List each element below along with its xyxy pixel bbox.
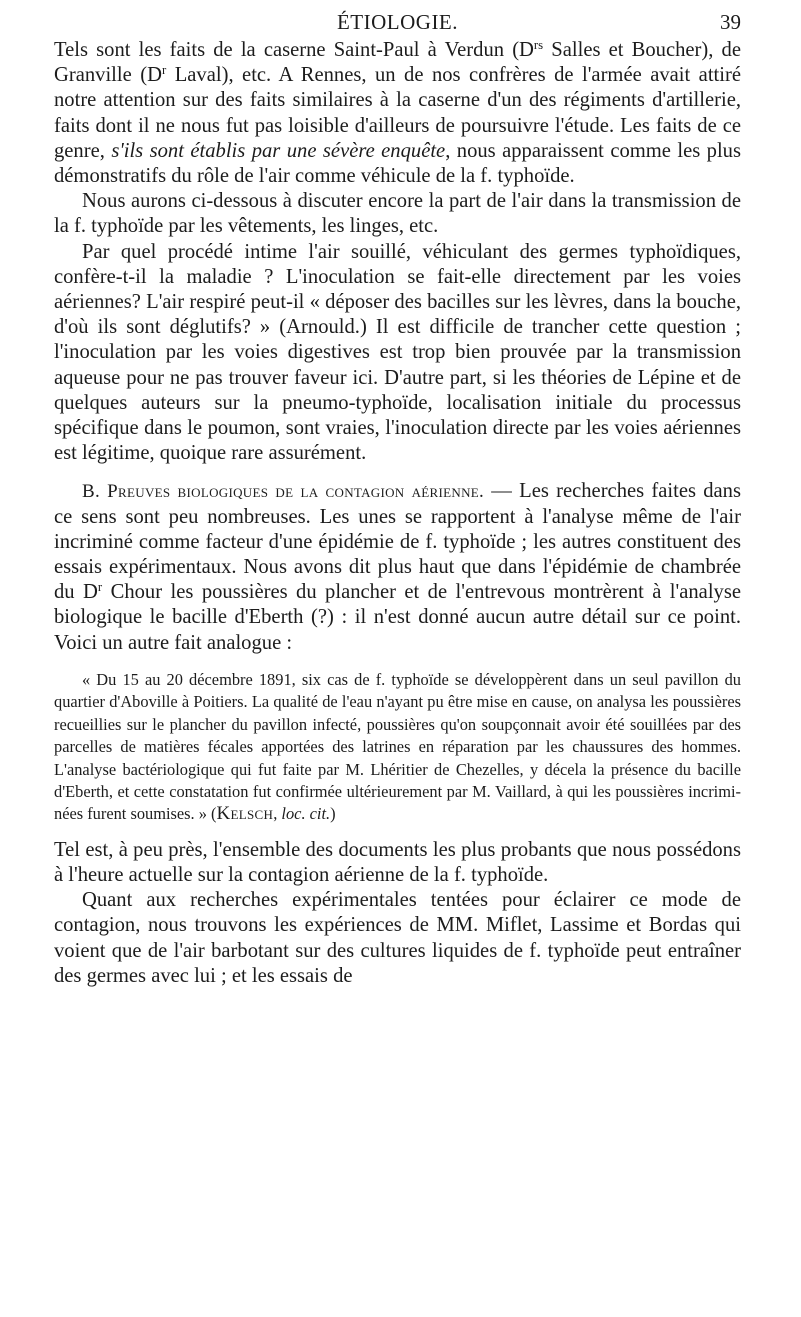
paragraph-experimental-research: Quant aux recherches expérimentales tentées pour éclairer ce mode de contagion, nous trouvons les expériences de MM. Miflet, Lassime et Bordas qui voient que de l'air barbotant sur des cultures liquides de f. typhoïde peut entraîner des germes avec lui ; et les essais de: [54, 889, 741, 987]
quote-reference: loc. cit.: [281, 804, 331, 824]
superscript: r: [161, 63, 167, 78]
block-quote-poitiers: [54, 669, 741, 826]
quote-separator: ,: [273, 804, 282, 824]
paragraph-text: — Les recherches faites dans ce sens sont peu nombreuses. Les unes se rapportent à l'analyse même de l'air incriminé comme facteur d'une épidémie de f. typhoïde ; les autres constituent des essais expérimentaux. Nous avons dit plus haut que dans l'épidémie de chambrée du D: [54, 480, 741, 604]
section-heading: B. Preuves biologiques de la contagion aérienne.: [82, 481, 485, 503]
running-title: ÉTIOLOGIE.: [336, 10, 459, 34]
quote-text: « Du 15 au 20 décembre 1891, six cas de f. typhoïde se développèrent dans un seul pavillon du quartier d'Aboville à Poitiers. La qualité de l'eau n'ayant pu être mise en cause, on analysa les poussières recueillies sur le plancher du pavillon infecté, poussières qu'on soupçonnait avoir été souillées par des parcelles de matières fécales apportées des latrines en réparation par les chaussures des hommes. L'analyse bactériologique qui fut faite par M. Lhéritier de Chezelles, y décela la présence du bacille d'Eberth, et cette constatation fut confirmée ultérieurement par M. Vaillard, à qui les poussières incriminées furent soumises. » (: [54, 669, 741, 824]
paragraph-text: Chour les poussières du plancher et de l'entrevous montrèrent à l'analyse biologique le bacille d'Eberth (?) : il n'est donné aucun autre détail sur ce point. Voici un autre fait analogue :: [54, 581, 741, 654]
quote-close: ): [330, 804, 336, 824]
paragraph-text: Salles et Boucher), de Granville (D: [54, 39, 741, 87]
paragraph-biological-proofs: [54, 479, 741, 655]
page-number: 39: [720, 10, 741, 34]
superscript: r: [97, 580, 103, 595]
paragraph-text: Tels sont les faits de la caserne Saint-Paul à Verdun (D: [54, 39, 534, 61]
paragraph-summary: Tel est, à peu près, l'ensemble des documents les plus probants que nous possédons à l'heure actuelle sur la contagion aérienne de la f. typhoïde.: [54, 838, 741, 886]
superscript: rs: [533, 37, 544, 52]
quote-author: Kelsch: [216, 803, 274, 825]
paragraph-text: , nous apparaissent comme les plus démonstratifs du rôle de l'air comme véhicule de la f. typhoïde.: [54, 139, 741, 188]
paragraph-text: Laval), etc. A Rennes, un de nos confrères de l'armée avait attiré notre attention sur des faits similaires à la caserne d'un des régiments d'artillerie, faits dont il ne nous fut pas loisible d'ailleurs de poursuivre l'étude. Les faits de ce genre,: [54, 64, 741, 162]
paragraph-clothing-transmission: Nous aurons ci-dessous à discuter encore la part de l'air dans la transmission de la f. typhoïde par les vêtements, les linges, etc.: [54, 190, 741, 238]
paragraph-caserne-cases: [54, 38, 741, 189]
page-header: [54, 0, 741, 38]
italic-phrase: s'ils sont établis par une sévère enquête: [111, 139, 446, 162]
paragraph-inoculation-question: Par quel procédé intime l'air souillé, véhiculant des germes typhoïdiques, confère-t-il la maladie ? L'inoculation se fait-elle directement par les voies aériennes? L'air respiré peut-il « déposer des bacilles sur les lèvres, dans la bouche, d'où ils sont déglutifs? » (Arnould.) Il est difficile de trancher cette question ; l'inoculation par les voies digestives est trop bien prouvée par la transmission aqueuse pour ne pas trouver faveur ici. D'autre part, si les théories de Lépine et de quelques auteurs sur la pneumo-typhoïde, localisation initiale du processus spécifique dans le poumon, sont vraies, l'inoculation directe par les voies aériennes est légitime, quoique rare assurément.: [54, 240, 741, 465]
